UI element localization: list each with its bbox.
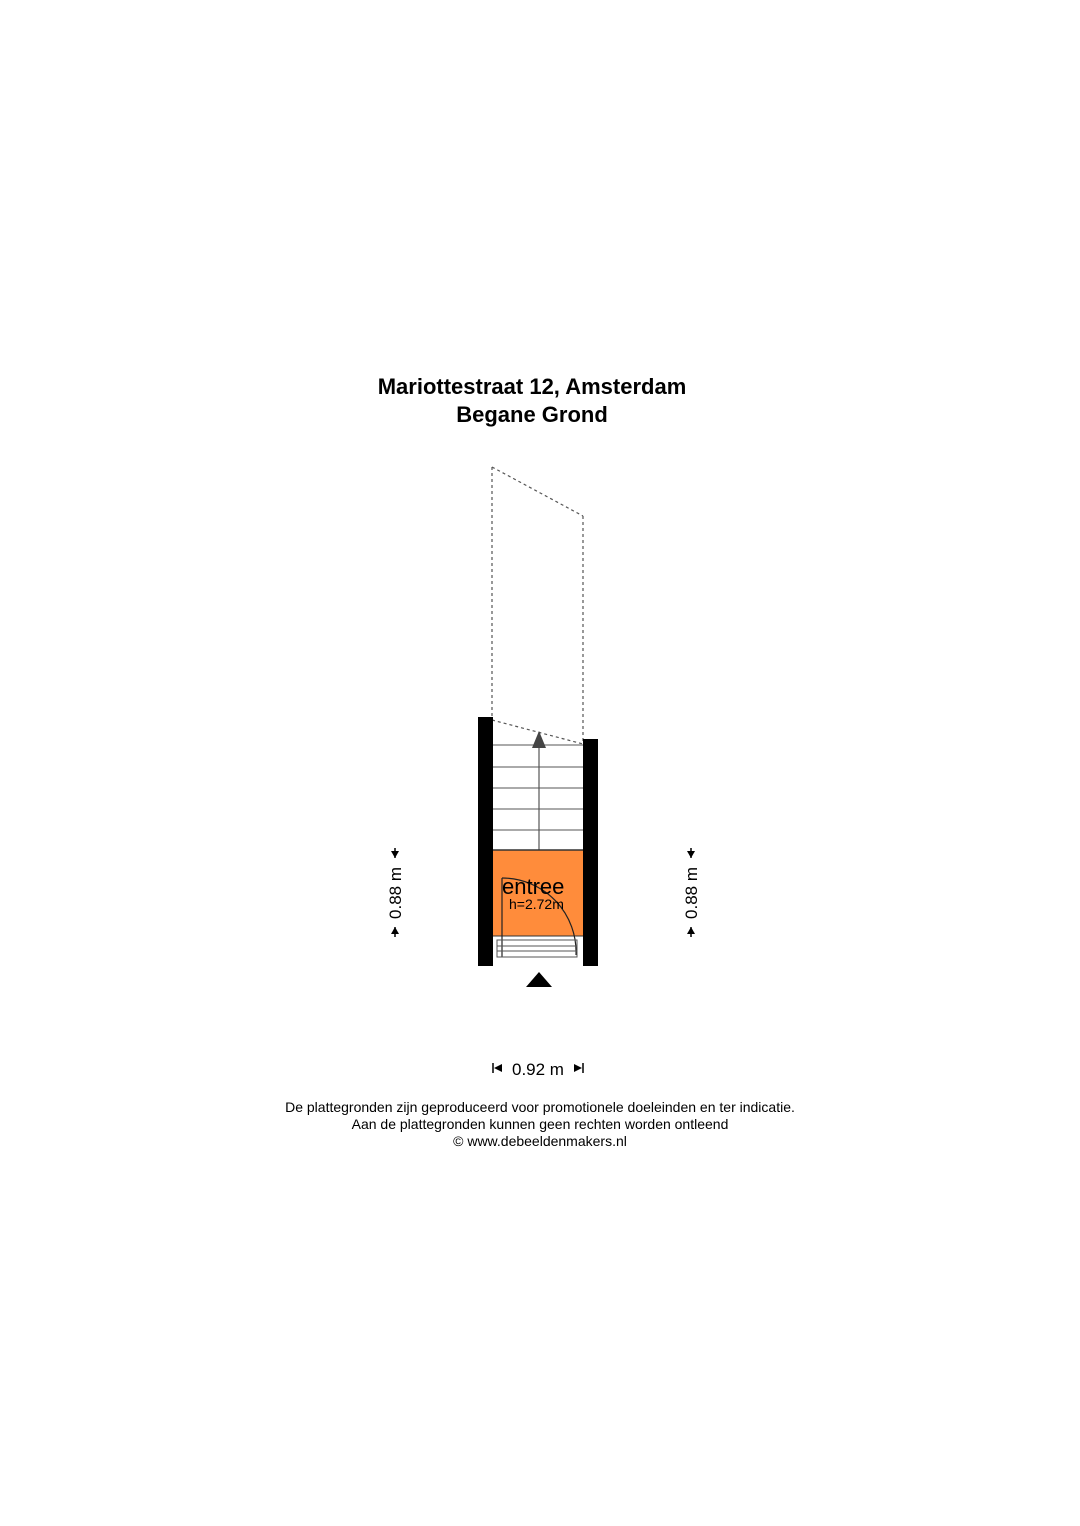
right-depth-dimension [682, 848, 701, 937]
plan-address-title: Mariottestraat 12, Amsterdam [377, 374, 687, 399]
wall-left [478, 717, 493, 966]
room-name-label: entree [502, 874, 565, 899]
floor-name-title: Begane Grond [456, 402, 608, 427]
right-depth-label: 0.88 m [682, 867, 701, 919]
void-outline [492, 467, 583, 744]
threshold [497, 940, 577, 957]
width-dimension [493, 1060, 583, 1079]
entrance-triangle-icon [526, 972, 552, 987]
width-label: 0.92 m [512, 1060, 564, 1079]
wall-right [583, 739, 598, 966]
left-depth-dimension [386, 848, 405, 937]
stair-direction-arrow-icon [532, 731, 546, 748]
disclaimer-line-2: Aan de plattegronden kunnen geen rechten worden ontleend [351, 1116, 729, 1132]
disclaimer-line-1: De plattegronden zijn geproduceerd voor promotionele doeleinden en ter indicatie. [285, 1099, 795, 1115]
copyright-line: © www.debeeldenmakers.nl [453, 1133, 627, 1149]
room-height-label: h=2.72m [509, 896, 564, 912]
left-depth-label: 0.88 m [386, 867, 405, 919]
staircase [493, 745, 583, 850]
